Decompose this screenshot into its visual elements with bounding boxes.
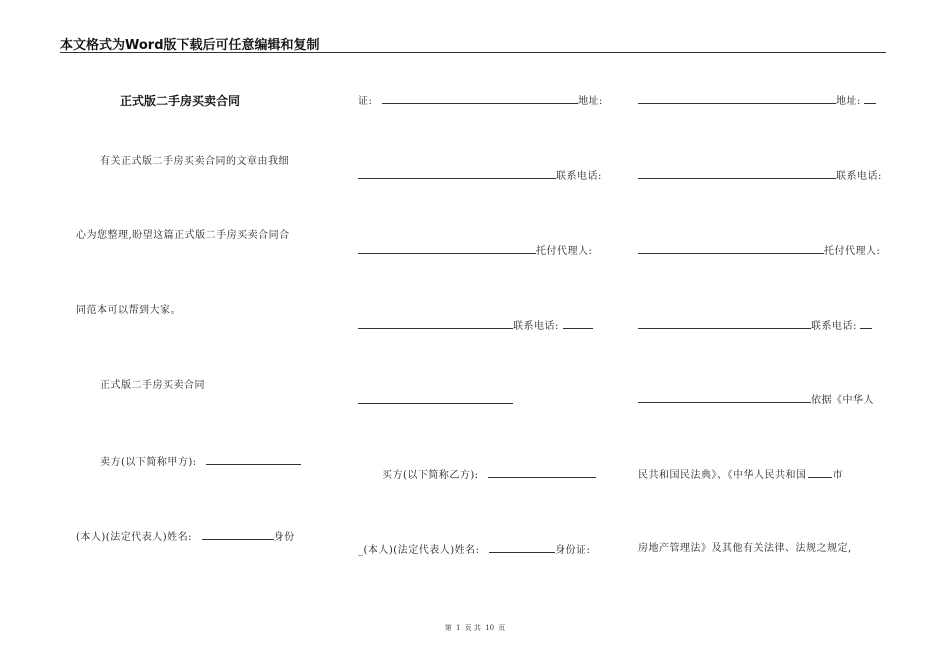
intro-line-2: 心为您整理,盼望这篇正式版二手房买卖合同合 <box>76 230 290 241</box>
buyer-phone-line <box>638 168 882 184</box>
buyer-id-blank[interactable] <box>638 93 836 104</box>
seller-id-cont: 证: <box>358 96 373 107</box>
buyer-id-label: 身份证: <box>555 545 591 556</box>
page-suffix: 页 <box>498 624 506 632</box>
law-line-2: 房地产管理法》及其他有关法律、法规之规定, <box>638 543 852 554</box>
buyer-address-cont-blank[interactable] <box>638 168 836 179</box>
buyer-agent-phone-cont-blank[interactable] <box>638 392 811 403</box>
seller-id-blank[interactable] <box>382 93 578 104</box>
header-divider <box>60 52 886 53</box>
seller-phone-blank[interactable] <box>358 243 536 254</box>
seller-agent-label: 托付代理人: <box>536 246 593 257</box>
buyer-label: 买方(以下简称乙方): <box>382 470 479 481</box>
seller-agent-phone-cont-blank[interactable] <box>358 403 513 404</box>
legal-basis-text: 依据《中华人 <box>811 395 874 406</box>
buyer-agent-phone-blank[interactable] <box>860 318 872 329</box>
seller-agent-phone-line <box>358 318 593 334</box>
seller-phone-line <box>358 168 602 184</box>
seller-phone-label: 联系电话: <box>556 171 602 182</box>
buyer-agent-line <box>638 243 880 259</box>
intro-line-1: 有关正式版二手房买卖合同的文章由我细 <box>100 156 289 167</box>
buyer-agent-blank[interactable] <box>638 318 811 329</box>
seller-name-blank[interactable] <box>206 454 301 465</box>
seller-address-blank[interactable] <box>358 168 556 179</box>
seller-agent-line <box>358 243 592 259</box>
law-line-1-city: 市 <box>832 470 843 481</box>
seller-line <box>100 454 301 470</box>
buyer-address-label: 地址: <box>836 96 861 107</box>
buyer-person-name-blank[interactable] <box>489 542 555 553</box>
city-blank[interactable] <box>808 467 832 478</box>
buyer-agent-phone-label: 联系电话: <box>811 321 857 332</box>
buyer-agent-label: 托付代理人: <box>824 246 881 257</box>
buyer-person-label: _(本人)(法定代表人)姓名: <box>358 545 480 556</box>
buyer-address-blank[interactable] <box>864 93 876 104</box>
seller-agent-phone-label: 联系电话: <box>513 321 559 332</box>
page-total: 10 <box>485 624 495 632</box>
document-header-title: 本文格式为Word版下载后可任意编辑和复制 <box>60 38 320 53</box>
seller-id-label: 身份 <box>273 532 295 543</box>
page-number <box>0 623 950 633</box>
page-prefix: 第 <box>444 624 452 632</box>
contract-subtitle: 正式版二手房买卖合同 <box>100 380 205 391</box>
seller-address-label: 地址: <box>578 96 603 107</box>
seller-agent-blank[interactable] <box>358 318 513 329</box>
seller-person-label: (本人)(法定代表人)姓名: <box>76 532 192 543</box>
page-mid: 页 共 <box>464 624 481 632</box>
seller-label: 卖方(以下简称甲方): <box>100 457 197 468</box>
buyer-address-line <box>638 93 876 109</box>
law-line-1 <box>638 467 843 483</box>
document-title: 正式版二手房买卖合同 <box>120 94 241 108</box>
intro-line-3: 同范本可以帮到大家。 <box>76 305 181 316</box>
buyer-phone-label: 联系电话: <box>836 171 882 182</box>
buyer-line <box>382 467 596 483</box>
buyer-agent-phone-line <box>638 318 872 334</box>
buyer-person-line <box>358 542 591 558</box>
buyer-phone-blank[interactable] <box>638 243 824 254</box>
buyer-name-blank[interactable] <box>488 467 596 478</box>
seller-id-address-line <box>358 93 603 109</box>
seller-agent-phone-blank[interactable] <box>563 318 593 329</box>
legal-basis-line <box>638 392 874 408</box>
page-current: 1 <box>455 624 461 632</box>
seller-person-line <box>76 529 295 545</box>
law-line-1-text: 民共和国民法典》、《中华人民共和国 <box>638 470 807 481</box>
seller-person-name-blank[interactable] <box>202 529 274 540</box>
